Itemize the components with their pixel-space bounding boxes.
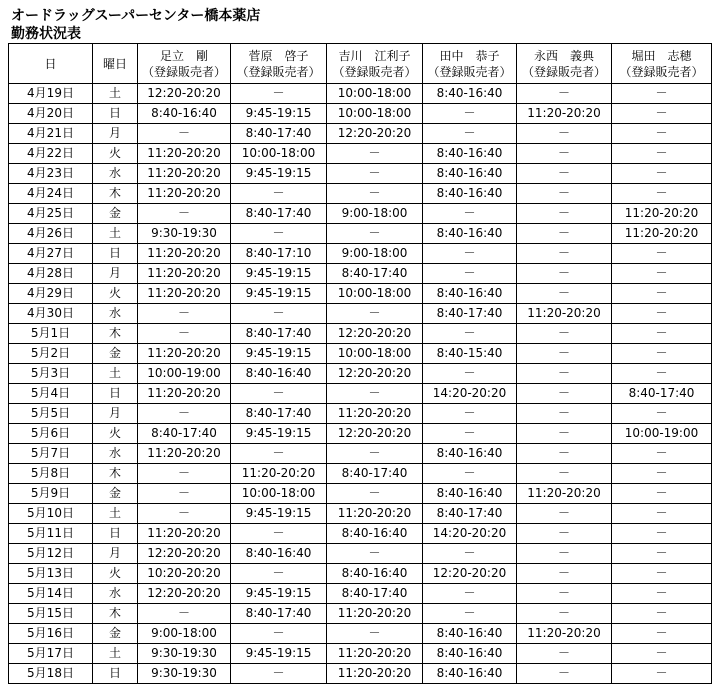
staff-name: 菅原 啓子	[248, 48, 309, 63]
shift-cell: －	[612, 284, 712, 304]
shift-cell: －	[327, 224, 423, 244]
shift-cell: －	[517, 264, 612, 284]
date-cell: 4月19日	[9, 84, 93, 104]
shift-cell: －	[612, 644, 712, 664]
shift-cell: 11:20-20:20	[138, 524, 231, 544]
shift-cell: 8:40-16:40	[423, 84, 517, 104]
staff-name: 吉川 江利子	[338, 48, 411, 63]
shift-cell: －	[612, 664, 712, 684]
weekday-cell: 金	[93, 204, 138, 224]
weekday-cell: 木	[93, 184, 138, 204]
date-cell: 5月12日	[9, 544, 93, 564]
shift-cell: 12:20-20:20	[327, 124, 423, 144]
shift-cell: 8:40-17:40	[231, 204, 327, 224]
date-cell: 5月10日	[9, 504, 93, 524]
date-cell: 5月5日	[9, 404, 93, 424]
shift-cell: 11:20-20:20	[138, 144, 231, 164]
shift-cell: －	[612, 124, 712, 144]
shift-cell: －	[423, 124, 517, 144]
shift-cell: －	[138, 484, 231, 504]
date-cell: 4月27日	[9, 244, 93, 264]
shift-cell: 10:00-19:00	[612, 424, 712, 444]
weekday-cell: 火	[93, 284, 138, 304]
shift-cell: 11:20-20:20	[517, 304, 612, 324]
shift-cell: 9:30-19:30	[138, 224, 231, 244]
date-cell: 5月7日	[9, 444, 93, 464]
shift-cell: 8:40-17:40	[327, 584, 423, 604]
date-cell: 5月18日	[9, 664, 93, 684]
shift-cell: 10:00-18:00	[327, 84, 423, 104]
shift-cell: －	[517, 344, 612, 364]
shift-cell: 12:20-20:20	[138, 584, 231, 604]
table-row	[9, 204, 712, 224]
date-cell: 4月29日	[9, 284, 93, 304]
table-row	[9, 664, 712, 684]
date-cell: 4月24日	[9, 184, 93, 204]
table-row	[9, 324, 712, 344]
shift-cell: －	[612, 584, 712, 604]
col-header-weekday: 曜日	[93, 44, 138, 84]
table-row	[9, 284, 712, 304]
shift-cell: 8:40-17:40	[423, 504, 517, 524]
weekday-cell: 土	[93, 504, 138, 524]
shift-cell: －	[138, 324, 231, 344]
date-cell: 5月16日	[9, 624, 93, 644]
shift-cell: －	[517, 644, 612, 664]
shift-cell: 12:20-20:20	[138, 544, 231, 564]
weekday-cell: 日	[93, 384, 138, 404]
weekday-cell: 火	[93, 144, 138, 164]
date-cell: 5月1日	[9, 324, 93, 344]
weekday-cell: 月	[93, 544, 138, 564]
shift-cell: 8:40-16:40	[138, 104, 231, 124]
shift-cell: －	[327, 144, 423, 164]
weekday-cell: 日	[93, 244, 138, 264]
shift-cell: 11:20-20:20	[138, 284, 231, 304]
shift-cell: 8:40-16:40	[327, 524, 423, 544]
date-cell: 5月17日	[9, 644, 93, 664]
table-row	[9, 464, 712, 484]
staff-role: （登録販売者）	[332, 64, 417, 79]
table-row	[9, 364, 712, 384]
shift-cell: 12:20-20:20	[327, 324, 423, 344]
weekday-cell: 金	[93, 624, 138, 644]
staff-name: 堀田 志穂	[631, 48, 692, 63]
shift-cell: 11:20-20:20	[327, 664, 423, 684]
table-row	[9, 484, 712, 504]
shift-cell: 8:40-16:40	[423, 624, 517, 644]
shift-cell: 11:20-20:20	[138, 184, 231, 204]
staff-name: 足立 剛	[159, 48, 208, 63]
shift-cell: －	[612, 84, 712, 104]
shift-cell: 11:20-20:20	[327, 504, 423, 524]
shift-cell: －	[138, 304, 231, 324]
shift-cell: 10:20-20:20	[138, 564, 231, 584]
weekday-cell: 火	[93, 564, 138, 584]
shift-cell: 9:00-18:00	[327, 244, 423, 264]
date-cell: 5月13日	[9, 564, 93, 584]
table-row	[9, 384, 712, 404]
shift-cell: 10:00-18:00	[327, 344, 423, 364]
shift-cell: －	[423, 324, 517, 344]
shift-cell: 8:40-16:40	[423, 284, 517, 304]
work-schedule-table	[8, 43, 712, 684]
shift-cell: 9:45-19:15	[231, 284, 327, 304]
shift-cell: －	[231, 664, 327, 684]
shift-cell: 8:40-16:40	[423, 664, 517, 684]
shift-cell: －	[231, 524, 327, 544]
header-row	[9, 44, 712, 84]
date-cell: 5月6日	[9, 424, 93, 444]
shift-cell: －	[423, 464, 517, 484]
shift-cell: 12:20-20:20	[327, 364, 423, 384]
shift-cell: －	[138, 604, 231, 624]
shift-cell: －	[612, 484, 712, 504]
shift-cell: 11:20-20:20	[517, 104, 612, 124]
shift-cell: －	[517, 284, 612, 304]
shift-cell: －	[231, 564, 327, 584]
table-row	[9, 584, 712, 604]
shift-cell: 14:20-20:20	[423, 384, 517, 404]
table-row	[9, 564, 712, 584]
shift-cell: －	[138, 204, 231, 224]
table-row	[9, 224, 712, 244]
weekday-cell: 水	[93, 444, 138, 464]
shift-cell: －	[423, 204, 517, 224]
shift-cell: －	[612, 564, 712, 584]
shift-cell: 8:40-16:40	[423, 184, 517, 204]
shift-cell: －	[517, 584, 612, 604]
shift-cell: －	[327, 304, 423, 324]
weekday-cell: 月	[93, 124, 138, 144]
shift-cell: －	[517, 224, 612, 244]
table-row	[9, 264, 712, 284]
shift-cell: 11:20-20:20	[231, 464, 327, 484]
shift-cell: 9:45-19:15	[231, 644, 327, 664]
shift-cell: －	[517, 604, 612, 624]
date-cell: 5月3日	[9, 364, 93, 384]
shift-cell: －	[138, 124, 231, 144]
shift-cell: －	[423, 364, 517, 384]
shift-cell: 14:20-20:20	[423, 524, 517, 544]
weekday-cell: 火	[93, 424, 138, 444]
table-row	[9, 444, 712, 464]
shift-cell: 8:40-17:40	[327, 464, 423, 484]
schedule-body	[9, 84, 712, 684]
shift-cell: 8:40-17:40	[612, 384, 712, 404]
staff-role: （登録販売者）	[141, 64, 226, 79]
table-row	[9, 544, 712, 564]
shift-cell: 10:00-18:00	[231, 484, 327, 504]
shift-cell: －	[517, 324, 612, 344]
table-row	[9, 144, 712, 164]
shift-cell: 9:45-19:15	[231, 584, 327, 604]
shift-cell: 9:00-18:00	[327, 204, 423, 224]
shift-cell: －	[517, 524, 612, 544]
col-header-staff	[231, 44, 327, 84]
weekday-cell: 水	[93, 584, 138, 604]
shift-cell: －	[517, 504, 612, 524]
shift-cell: 8:40-16:40	[423, 484, 517, 504]
shift-cell: 9:45-19:15	[231, 164, 327, 184]
staff-role: （登録販売者）	[619, 64, 704, 79]
shift-cell: 12:20-20:20	[423, 564, 517, 584]
shift-cell: 12:20-20:20	[138, 84, 231, 104]
staff-name: 永西 義典	[533, 48, 594, 63]
shift-cell: －	[327, 384, 423, 404]
weekday-cell: 金	[93, 484, 138, 504]
shift-cell: －	[612, 544, 712, 564]
col-header-staff	[423, 44, 517, 84]
col-header-staff	[138, 44, 231, 84]
shift-cell: 9:45-19:15	[231, 344, 327, 364]
weekday-cell: 水	[93, 164, 138, 184]
shift-cell: 10:00-18:00	[327, 284, 423, 304]
shift-cell: 8:40-16:40	[231, 364, 327, 384]
date-cell: 5月4日	[9, 384, 93, 404]
shift-cell: －	[423, 404, 517, 424]
weekday-cell: 月	[93, 404, 138, 424]
shift-cell: －	[612, 104, 712, 124]
weekday-cell: 土	[93, 644, 138, 664]
date-cell: 4月20日	[9, 104, 93, 124]
date-cell: 5月15日	[9, 604, 93, 624]
shift-cell: －	[612, 504, 712, 524]
weekday-cell: 月	[93, 264, 138, 284]
shift-cell: 8:40-16:40	[423, 144, 517, 164]
table-row	[9, 184, 712, 204]
table-row	[9, 304, 712, 324]
shift-cell: －	[423, 604, 517, 624]
table-row	[9, 344, 712, 364]
shift-cell: 8:40-17:40	[231, 124, 327, 144]
shift-cell: 8:40-17:10	[231, 244, 327, 264]
table-row	[9, 644, 712, 664]
shift-cell: 8:40-17:40	[231, 404, 327, 424]
weekday-cell: 日	[93, 524, 138, 544]
date-cell: 5月9日	[9, 484, 93, 504]
weekday-cell: 金	[93, 344, 138, 364]
shift-cell: －	[517, 364, 612, 384]
shift-cell: －	[327, 544, 423, 564]
date-cell: 4月21日	[9, 124, 93, 144]
shift-cell: －	[231, 304, 327, 324]
shift-cell: 11:20-20:20	[517, 624, 612, 644]
shift-cell: －	[612, 464, 712, 484]
shift-cell: 11:20-20:20	[138, 164, 231, 184]
shift-cell: 10:00-19:00	[138, 364, 231, 384]
shift-cell: －	[231, 444, 327, 464]
shift-cell: －	[612, 164, 712, 184]
shift-cell: －	[423, 264, 517, 284]
staff-role: （登録販売者）	[521, 64, 606, 79]
table-row	[9, 104, 712, 124]
document-header	[11, 7, 260, 43]
shift-cell: 9:30-19:30	[138, 664, 231, 684]
shift-cell: －	[517, 664, 612, 684]
shift-cell: 9:45-19:15	[231, 104, 327, 124]
table-row	[9, 404, 712, 424]
shift-cell: 9:00-18:00	[138, 624, 231, 644]
table-row	[9, 524, 712, 544]
shift-cell: －	[517, 384, 612, 404]
shift-cell: －	[231, 624, 327, 644]
shift-cell: 10:00-18:00	[231, 144, 327, 164]
shift-cell: 8:40-17:40	[231, 604, 327, 624]
shift-cell: －	[517, 404, 612, 424]
shift-cell: －	[231, 184, 327, 204]
weekday-cell: 土	[93, 84, 138, 104]
weekday-cell: 日	[93, 104, 138, 124]
shift-cell: 8:40-17:40	[138, 424, 231, 444]
report-title: 勤務状況表	[11, 26, 81, 42]
shift-cell: 11:20-20:20	[327, 644, 423, 664]
shift-cell: 8:40-15:40	[423, 344, 517, 364]
shift-cell: 8:40-16:40	[423, 164, 517, 184]
shift-cell: －	[612, 444, 712, 464]
shift-cell: －	[423, 244, 517, 264]
table-row	[9, 604, 712, 624]
shift-cell: －	[612, 244, 712, 264]
shift-cell: －	[327, 184, 423, 204]
shift-cell: 11:20-20:20	[138, 264, 231, 284]
shift-cell: 11:20-20:20	[138, 344, 231, 364]
col-header-staff	[612, 44, 712, 84]
shift-cell: －	[138, 404, 231, 424]
date-cell: 4月25日	[9, 204, 93, 224]
shift-cell: －	[612, 264, 712, 284]
shift-cell: －	[517, 84, 612, 104]
shift-cell: －	[327, 484, 423, 504]
shift-cell: －	[138, 464, 231, 484]
shift-cell: －	[612, 324, 712, 344]
shift-cell: －	[612, 524, 712, 544]
shift-cell: －	[612, 304, 712, 324]
shift-cell: －	[612, 364, 712, 384]
date-cell: 4月22日	[9, 144, 93, 164]
shift-cell: 9:45-19:15	[231, 504, 327, 524]
table-row	[9, 164, 712, 184]
shift-cell: 8:40-17:40	[423, 304, 517, 324]
date-cell: 5月2日	[9, 344, 93, 364]
shift-cell: －	[517, 444, 612, 464]
table-row	[9, 624, 712, 644]
weekday-cell: 土	[93, 364, 138, 384]
shift-cell: －	[517, 464, 612, 484]
weekday-cell: 木	[93, 604, 138, 624]
shift-cell: －	[612, 344, 712, 364]
staff-role: （登録販売者）	[427, 64, 512, 79]
shift-cell: －	[517, 564, 612, 584]
shift-cell: －	[517, 164, 612, 184]
shift-cell: －	[327, 444, 423, 464]
weekday-cell: 土	[93, 224, 138, 244]
table-row	[9, 504, 712, 524]
staff-name: 田中 恭子	[439, 48, 500, 63]
shift-cell: －	[517, 144, 612, 164]
shift-cell: －	[231, 224, 327, 244]
shift-cell: －	[517, 544, 612, 564]
shift-cell: 11:20-20:20	[612, 204, 712, 224]
shift-cell: 8:40-17:40	[231, 324, 327, 344]
shift-cell: 8:40-16:40	[423, 644, 517, 664]
shift-cell: 12:20-20:20	[327, 424, 423, 444]
shift-cell: 11:20-20:20	[138, 244, 231, 264]
col-header-staff	[517, 44, 612, 84]
shift-cell: －	[423, 584, 517, 604]
shift-cell: －	[423, 424, 517, 444]
shift-cell: 11:20-20:20	[138, 384, 231, 404]
weekday-cell: 木	[93, 464, 138, 484]
shift-cell: 9:45-19:15	[231, 264, 327, 284]
shift-cell: 11:20-20:20	[517, 484, 612, 504]
table-row	[9, 124, 712, 144]
shift-cell: －	[517, 424, 612, 444]
shift-cell: －	[612, 184, 712, 204]
store-title: オードラッグスーパーセンター橋本薬店	[11, 8, 261, 24]
shift-cell: －	[231, 84, 327, 104]
shift-cell: 10:00-18:00	[327, 104, 423, 124]
date-cell: 4月30日	[9, 304, 93, 324]
shift-cell: －	[612, 604, 712, 624]
shift-cell: 8:40-16:40	[327, 564, 423, 584]
weekday-cell: 木	[93, 324, 138, 344]
shift-cell: －	[423, 544, 517, 564]
shift-cell: 9:45-19:15	[231, 424, 327, 444]
shift-cell: －	[327, 624, 423, 644]
weekday-cell: 水	[93, 304, 138, 324]
shift-cell: －	[517, 244, 612, 264]
shift-cell: 9:30-19:30	[138, 644, 231, 664]
shift-cell: －	[327, 164, 423, 184]
shift-cell: 11:20-20:20	[327, 604, 423, 624]
shift-cell: 8:40-16:40	[423, 444, 517, 464]
shift-cell: 8:40-16:40	[423, 224, 517, 244]
date-cell: 5月14日	[9, 584, 93, 604]
shift-cell: －	[138, 504, 231, 524]
date-cell: 4月28日	[9, 264, 93, 284]
table-row	[9, 424, 712, 444]
col-header-date: 日	[9, 44, 93, 84]
shift-cell: －	[231, 384, 327, 404]
shift-cell: 11:20-20:20	[612, 224, 712, 244]
date-cell: 4月26日	[9, 224, 93, 244]
shift-cell: 11:20-20:20	[138, 444, 231, 464]
shift-cell: －	[612, 144, 712, 164]
shift-cell: 8:40-17:40	[327, 264, 423, 284]
date-cell: 4月23日	[9, 164, 93, 184]
shift-cell: 8:40-16:40	[231, 544, 327, 564]
shift-cell: －	[612, 624, 712, 644]
shift-cell: －	[517, 204, 612, 224]
date-cell: 5月11日	[9, 524, 93, 544]
shift-cell: －	[423, 104, 517, 124]
staff-role: （登録販売者）	[236, 64, 321, 79]
date-cell: 5月8日	[9, 464, 93, 484]
shift-cell: －	[612, 404, 712, 424]
table-row	[9, 244, 712, 264]
shift-cell: －	[517, 124, 612, 144]
shift-cell: －	[517, 184, 612, 204]
col-header-staff	[327, 44, 423, 84]
table-row	[9, 84, 712, 104]
weekday-cell: 日	[93, 664, 138, 684]
shift-cell: 11:20-20:20	[327, 404, 423, 424]
